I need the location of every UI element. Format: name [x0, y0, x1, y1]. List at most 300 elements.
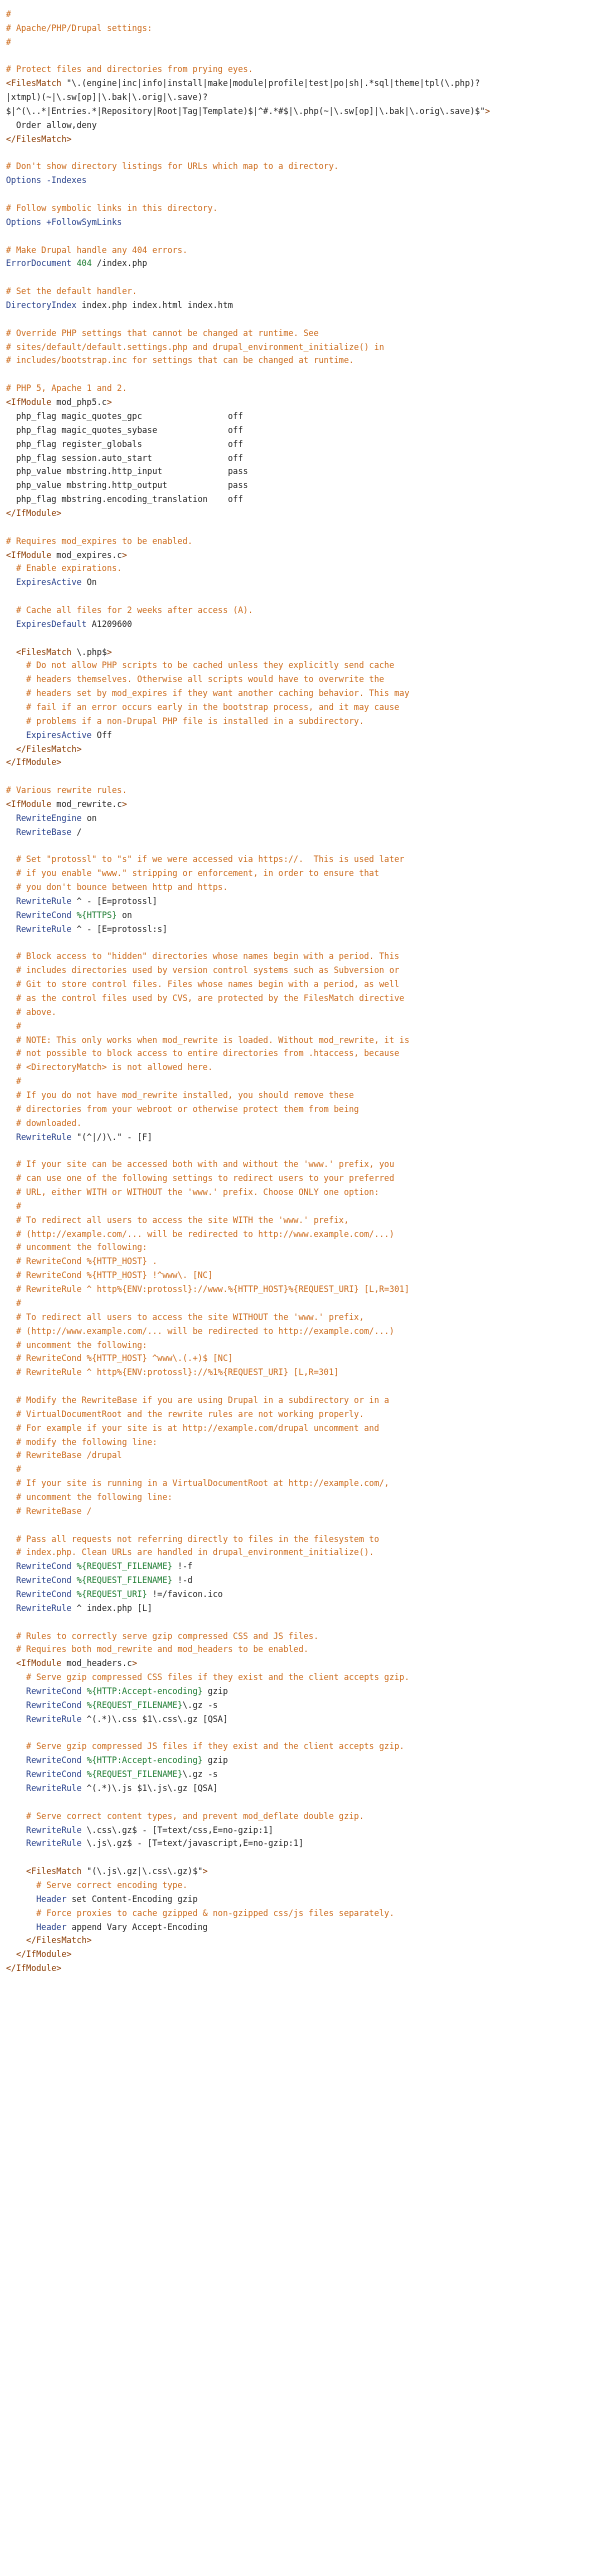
code-text: [6, 1229, 16, 1239]
code-comment: # Don't show directory listings for URLs which map to a directory.: [6, 161, 339, 172]
code-comment: # Set "protossl" to "s" if we were accessed via https://. This is used later: [16, 854, 405, 865]
code-text: [6, 1935, 26, 1945]
code-text: [6, 910, 16, 920]
code-line: [6, 1311, 596, 1325]
code-line: [6, 1339, 596, 1353]
code-line: [6, 1560, 596, 1574]
code-text: [6, 1437, 16, 1447]
code-line: [6, 590, 596, 604]
code-section-tag: <IfModule: [6, 798, 52, 809]
code-text: \.js\.gz$ - [T=text/javascript,E=no-gzip:1]: [81, 1838, 304, 1849]
code-comment: # Protect files and directories from prying eyes.: [6, 64, 254, 75]
code-line: [6, 1144, 596, 1158]
code-line: [6, 909, 596, 923]
code-comment: # Modify the RewriteBase if you are using Drupal in a subdirectory or in a: [16, 1394, 390, 1405]
code-comment: # RewriteCond %{HTTP_HOST} .: [16, 1256, 158, 1267]
code-section-tag: <FilesMatch: [16, 646, 72, 657]
code-text: [6, 1811, 26, 1821]
code-line: [6, 1713, 596, 1727]
code-line: [6, 881, 596, 895]
code-text: [6, 1741, 26, 1751]
code-directive: DirectoryIndex: [6, 300, 77, 311]
code-text: [6, 716, 26, 726]
code-comment: # index.php. Clean URLs are handled in drupal_environment_initialize().: [16, 1547, 375, 1558]
code-line: [6, 853, 596, 867]
code-text: [6, 854, 16, 864]
code-text: [6, 1561, 16, 1571]
code-comment: # modify the following line:: [16, 1436, 158, 1447]
code-line: [6, 673, 596, 687]
code-line: [6, 950, 596, 964]
code-text: [6, 1201, 16, 1211]
code-text: [6, 1464, 16, 1474]
code-line: [6, 1727, 596, 1741]
code-line: [6, 63, 596, 77]
code-text: [6, 1312, 16, 1322]
code-line: [6, 1297, 596, 1311]
code-directive: ErrorDocument: [6, 258, 72, 269]
code-comment: #: [6, 9, 12, 19]
code-text: [6, 1880, 36, 1890]
code-text: [6, 1631, 16, 1641]
code-directive: RewriteRule: [26, 1838, 82, 1849]
code-text: [6, 1118, 16, 1128]
code-variable: %{REQUEST_FILENAME}: [76, 1561, 173, 1572]
code-text: [6, 1922, 36, 1932]
code-line: [6, 1616, 596, 1630]
code-comment: # RewriteRule ^ http%{ENV:protossl}://%1%{REQUEST_URI} [L,R=301]: [16, 1367, 339, 1378]
code-text: mod_headers.c: [61, 1658, 133, 1669]
code-line: [6, 1907, 596, 1921]
code-text: |xtmpl)(~|\.sw[op]|\.bak|\.orig|\.save)?: [6, 92, 208, 103]
code-line: [6, 1643, 596, 1657]
code-line: [6, 105, 596, 119]
code-line: [6, 230, 596, 244]
code-text: [6, 1159, 16, 1169]
code-comment: # <DirectoryMatch> is not allowed here.: [16, 1062, 213, 1073]
code-line: [6, 1047, 596, 1061]
code-text: [6, 1215, 16, 1225]
code-comment: # Requires both mod_rewrite and mod_headers to be enabled.: [16, 1644, 309, 1655]
code-section-tag: </IfModule>: [16, 1949, 72, 1960]
code-line: [6, 465, 596, 479]
code-text: !-d: [172, 1575, 193, 1586]
code-text: on: [81, 812, 97, 823]
code-line: [6, 1034, 596, 1048]
code-line: [6, 521, 596, 535]
code-directive: RewriteRule: [16, 923, 72, 934]
code-line: [6, 1186, 596, 1200]
code-comment: # (http://www.example.com/... will be redirected to http://example.com/...): [16, 1325, 395, 1336]
code-line: [6, 396, 596, 410]
code-text: Off: [91, 729, 112, 740]
code-line: [6, 549, 596, 563]
code-line: [6, 1200, 596, 1214]
code-text: [6, 1783, 26, 1793]
code-comment: # Make Drupal handle any 404 errors.: [6, 244, 188, 255]
code-text: on: [116, 909, 133, 920]
code-comment: #: [16, 1464, 22, 1475]
code-line: [6, 1241, 596, 1255]
code-comment: #: [16, 1076, 22, 1087]
code-text: [6, 1104, 16, 1114]
code-section-tag: >: [202, 1866, 208, 1877]
code-line: [6, 1962, 596, 1976]
code-text: [6, 1090, 16, 1100]
code-text: [6, 1478, 16, 1488]
code-variable: %{REQUEST_FILENAME}: [76, 1575, 173, 1586]
code-text: /: [71, 826, 82, 837]
code-line: [6, 1255, 596, 1269]
code-line: [6, 895, 596, 909]
code-directive: RewriteRule: [26, 1824, 82, 1835]
code-directive: RewriteCond: [26, 1699, 82, 1710]
code-text: $|^(\..*|Entries.*|Repository|Root|Tag|Template)$|^#.*#$|\.php(~|\.sw[op]|\.bak|\.orig\.save)$": [6, 106, 486, 117]
code-text: [6, 1603, 16, 1613]
code-line: [6, 147, 596, 161]
code-section-tag: <IfModule: [6, 549, 52, 560]
code-comment: # directories from your webroot or otherwise protect them from being: [16, 1103, 359, 1114]
code-line: [6, 1796, 596, 1810]
code-text: [6, 896, 16, 906]
code-text: [6, 674, 26, 684]
code-directive: Header: [36, 1921, 67, 1932]
code-text: [6, 1035, 16, 1045]
code-line: [6, 1103, 596, 1117]
code-line: [6, 840, 596, 854]
code-line: [6, 1491, 596, 1505]
code-text: [6, 979, 16, 989]
code-directive: Options: [6, 216, 42, 227]
code-line: [6, 50, 596, 64]
code-text: \.gz -s: [182, 1699, 218, 1710]
code-comment: # If you do not have mod_rewrite installed, you should remove these: [16, 1090, 354, 1101]
code-text: mod_expires.c: [51, 549, 122, 560]
code-line: [6, 1463, 596, 1477]
code-line: [6, 493, 596, 507]
code-line: [6, 1131, 596, 1145]
code-text: [6, 1838, 26, 1848]
code-comment: # VirtualDocumentRoot and the rewrite rules are not working properly.: [16, 1408, 365, 1419]
code-line: [6, 507, 596, 521]
code-section-tag: </FilesMatch>: [16, 743, 82, 754]
code-comment: # For example if your site is at http://example.com/drupal uncomment and: [16, 1422, 380, 1433]
code-comment: #: [16, 1200, 22, 1211]
code-line: [6, 1075, 596, 1089]
code-directive: RewriteCond: [26, 1685, 82, 1696]
code-comment: # RewriteBase /drupal: [16, 1450, 122, 1461]
code-line: [6, 257, 596, 271]
code-directive: ExpiresActive: [16, 577, 82, 588]
code-text: [6, 1326, 16, 1336]
code-line: [6, 1948, 596, 1962]
code-line: [6, 479, 596, 493]
code-directive: RewriteCond: [26, 1769, 82, 1780]
code-line: [6, 424, 596, 438]
code-line: [6, 1879, 596, 1893]
code-line: [6, 36, 596, 50]
code-line: [6, 313, 596, 327]
code-line: [6, 1602, 596, 1616]
code-text: [6, 1395, 16, 1405]
code-comment: # Block access to "hidden" directories whose names begin with a period. This: [16, 951, 400, 962]
code-section-tag: >: [121, 798, 128, 809]
code-line: [6, 1020, 596, 1034]
code-text: "(\.js\.gz|\.css\.gz)$": [81, 1866, 203, 1877]
code-line: [6, 978, 596, 992]
code-comment: # RewriteBase /: [16, 1505, 92, 1516]
code-variable: %{REQUEST_FILENAME}: [86, 1699, 183, 1710]
code-comment: # Apache/PHP/Drupal settings:: [6, 22, 153, 33]
code-line: [6, 188, 596, 202]
code-text: [6, 619, 16, 629]
code-line: [6, 244, 596, 258]
code-line: [6, 1768, 596, 1782]
code-directive: RewriteCond: [16, 909, 72, 920]
code-text: gzip: [202, 1685, 228, 1696]
code-text: [6, 702, 26, 712]
code-directive: RewriteBase: [16, 826, 72, 837]
code-text: [6, 1575, 16, 1585]
code-text: [6, 563, 16, 573]
code-text: [6, 1048, 16, 1058]
code-comment: # Override PHP settings that cannot be changed at runtime. See: [6, 327, 319, 338]
code-section-tag: </FilesMatch>: [6, 133, 72, 144]
code-line: [6, 1921, 596, 1935]
code-line: [6, 341, 596, 355]
code-comment: # Cache all files for 2 weeks after access (A).: [16, 604, 254, 615]
code-directive: RewriteRule: [26, 1783, 82, 1793]
code-comment: # Serve correct encoding type.: [36, 1880, 188, 1891]
code-comment: # uncomment the following line:: [16, 1491, 173, 1502]
code-text: php_value mbstring.http_input pass: [6, 466, 249, 477]
code-line: [6, 271, 596, 285]
code-line: [6, 382, 596, 396]
code-directive: RewriteRule: [16, 1131, 72, 1142]
code-line: [6, 1325, 596, 1339]
code-section-tag: </FilesMatch>: [26, 1935, 92, 1946]
code-text: [6, 1589, 16, 1599]
code-line: [6, 327, 596, 341]
code-line: [6, 216, 596, 230]
code-directive: RewriteEngine: [16, 812, 82, 823]
code-line: [6, 1782, 596, 1796]
code-text: [6, 1367, 16, 1377]
code-text: [6, 1866, 26, 1876]
code-text: ^ - [E=protossl:s]: [71, 923, 168, 934]
code-line: [6, 1588, 596, 1602]
code-text: [6, 647, 16, 657]
code-line: [6, 1685, 596, 1699]
code-text: ^(.*)\.js $1\.js\.gz [QSA]: [81, 1783, 218, 1793]
code-comment: # Requires mod_expires to be enabled.: [6, 535, 193, 546]
code-comment: # Follow symbolic links in this directory.: [6, 203, 218, 214]
code-comment: # sites/default/default.settings.php and drupal_environment_initialize() in: [6, 341, 385, 352]
code-line: [6, 1366, 596, 1380]
code-text: index.php index.html index.htm: [76, 300, 233, 311]
code-text: A1209600: [86, 618, 133, 629]
code-line: [6, 1851, 596, 1865]
code-line: [6, 119, 596, 133]
code-text: [6, 1644, 16, 1654]
code-text: [6, 1672, 26, 1682]
code-line: [6, 1352, 596, 1366]
code-line: [6, 659, 596, 673]
code-comment: # headers set by mod_expires if they want another caching behavior. This may: [26, 688, 410, 699]
code-line: [6, 770, 596, 784]
code-line: [6, 133, 596, 147]
code-text: ^ index.php [L]: [71, 1602, 153, 1613]
code-line: [6, 812, 596, 826]
code-variable: %{HTTP:Accept-encoding}: [86, 1755, 203, 1766]
code-line: [6, 1172, 596, 1186]
code-text: [6, 1686, 26, 1696]
code-text: "\.(engine|inc|info|install|make|module|profile|test|po|sh|.*sql|theme|tpl(\.php)?: [61, 78, 480, 89]
code-comment: # To redirect all users to access the site WITH the 'www.' prefix,: [16, 1214, 349, 1225]
code-line: [6, 202, 596, 216]
code-comment: # downloaded.: [16, 1117, 82, 1128]
code-text: [6, 577, 16, 587]
code-text: [6, 1409, 16, 1419]
code-line: [6, 576, 596, 590]
code-text: On: [81, 577, 97, 588]
code-line: [6, 1394, 596, 1408]
code-text: [6, 1284, 16, 1294]
code-text: [6, 1256, 16, 1266]
code-line: [6, 646, 596, 660]
code-text: Order allow,deny: [6, 119, 97, 130]
code-line: [6, 1546, 596, 1560]
code-text: [6, 1714, 26, 1724]
code-comment: # Do not allow PHP scripts to be cached unless they explicitly send cache: [26, 660, 395, 671]
code-text: [6, 1825, 26, 1835]
code-text: [6, 1506, 16, 1516]
code-line: [6, 1533, 596, 1547]
code-line: [6, 1837, 596, 1851]
code-directive: RewriteCond: [16, 1588, 72, 1599]
code-comment: # includes/bootstrap.inc for settings that can be changed at runtime.: [6, 355, 354, 366]
code-comment: # fail if an error occurs early in the bootstrap process, and it may cause: [26, 701, 400, 712]
code-comment: # If your site can be accessed both with and without the 'www.' prefix, you: [16, 1159, 395, 1170]
code-text: [6, 1242, 16, 1252]
code-comment: # NOTE: This only works when mod_rewrite is loaded. Without mod_rewrite, it is: [16, 1034, 410, 1045]
code-line: [6, 1214, 596, 1228]
code-line: [6, 867, 596, 881]
code-comment: # includes directories used by version control systems such as Subversion or: [16, 965, 400, 976]
code-line: [6, 1228, 596, 1242]
code-text: [6, 1894, 36, 1904]
code-comment: # Serve gzip compressed CSS files if they exist and the client accepts gzip.: [26, 1672, 410, 1683]
code-line: [6, 410, 596, 424]
code-text: mod_php5.c: [51, 397, 107, 408]
code-text: [6, 1007, 16, 1017]
code-line: [6, 1754, 596, 1768]
code-comment: # Force proxies to cache gzipped & non-gzipped css/js files separately.: [36, 1907, 395, 1918]
code-text: append Vary Accept-Encoding: [66, 1921, 208, 1932]
code-text: [6, 951, 16, 961]
code-directive: ExpiresDefault: [16, 618, 87, 629]
code-line: [6, 1158, 596, 1172]
code-section-tag: </IfModule>: [6, 507, 62, 518]
code-line: [6, 1380, 596, 1394]
code-line: [6, 1671, 596, 1685]
code-text: gzip: [202, 1755, 228, 1766]
code-comment: #: [6, 36, 12, 47]
code-line: [6, 992, 596, 1006]
code-line: [6, 1630, 596, 1644]
code-line: [6, 285, 596, 299]
code-text: [6, 1908, 36, 1918]
code-line: [6, 452, 596, 466]
code-line: [6, 368, 596, 382]
code-line: [6, 604, 596, 618]
code-text: [6, 1270, 16, 1280]
code-section-tag: </IfModule>: [6, 757, 62, 768]
code-line: [6, 1810, 596, 1824]
code-line: [6, 22, 596, 36]
code-section-tag: >: [106, 397, 112, 408]
code-line: [6, 535, 596, 549]
code-line: [6, 1408, 596, 1422]
code-line: [6, 1574, 596, 1588]
code-comment: #: [16, 1297, 22, 1308]
code-line: [6, 438, 596, 452]
code-directive: RewriteRule: [26, 1713, 82, 1724]
code-text: [6, 1658, 16, 1668]
code-comment: # Serve correct content types, and prevent mod_deflate double gzip.: [26, 1810, 364, 1821]
code-line: [6, 1934, 596, 1948]
code-text: [6, 660, 26, 670]
code-line: [6, 1117, 596, 1131]
code-comment: # above.: [16, 1006, 57, 1017]
code-line: [6, 756, 596, 770]
code-directive: RewriteRule: [16, 1602, 72, 1613]
code-comment: # If your site is running in a VirtualDocumentRoot at http://example.com/,: [16, 1478, 390, 1489]
code-comment: # problems if a non-Drupal PHP file is installed in a subdirectory.: [26, 715, 364, 726]
code-line: [6, 1505, 596, 1519]
code-line: [6, 91, 596, 105]
code-comment: #: [16, 1020, 22, 1031]
code-text: [6, 1132, 16, 1142]
code-text: \.css\.gz$ - [T=text/css,E=no-gzip:1]: [81, 1824, 274, 1835]
code-variable: %{HTTPS}: [76, 909, 117, 920]
code-text: !-f: [172, 1561, 193, 1572]
code-comment: # RewriteCond %{HTTP_HOST} !^www\. [NC]: [16, 1270, 213, 1281]
code-line: [6, 77, 596, 91]
code-comment: # uncomment the following:: [16, 1242, 148, 1253]
code-text: [6, 730, 26, 740]
code-comment: # Enable expirations.: [16, 563, 122, 574]
code-text: [6, 1187, 16, 1197]
code-line: [6, 1740, 596, 1754]
code-line: [6, 1269, 596, 1283]
code-comment: # if you enable "www." stripping or enforcement, in order to ensure that: [16, 868, 380, 879]
code-text: [6, 1353, 16, 1363]
code-section-tag: <FilesMatch: [26, 1866, 82, 1877]
code-text: ^ - [E=protossl]: [71, 896, 158, 906]
code-line: [6, 1006, 596, 1020]
code-section-tag: </IfModule>: [6, 1963, 62, 1974]
code-comment: # Set the default handler.: [6, 286, 138, 297]
code-line: [6, 8, 596, 22]
code-comment: # RewriteRule ^ http%{ENV:protossl}://www.%{HTTP_HOST}%{REQUEST_URI} [L,R=301]: [16, 1284, 410, 1295]
code-variable: %{HTTP:Accept-encoding}: [86, 1685, 203, 1696]
code-directive: -Indexes: [46, 175, 87, 186]
code-line: [6, 1089, 596, 1103]
code-line: [6, 1865, 596, 1879]
code-directive: RewriteRule: [16, 896, 72, 906]
code-text: [6, 924, 16, 934]
